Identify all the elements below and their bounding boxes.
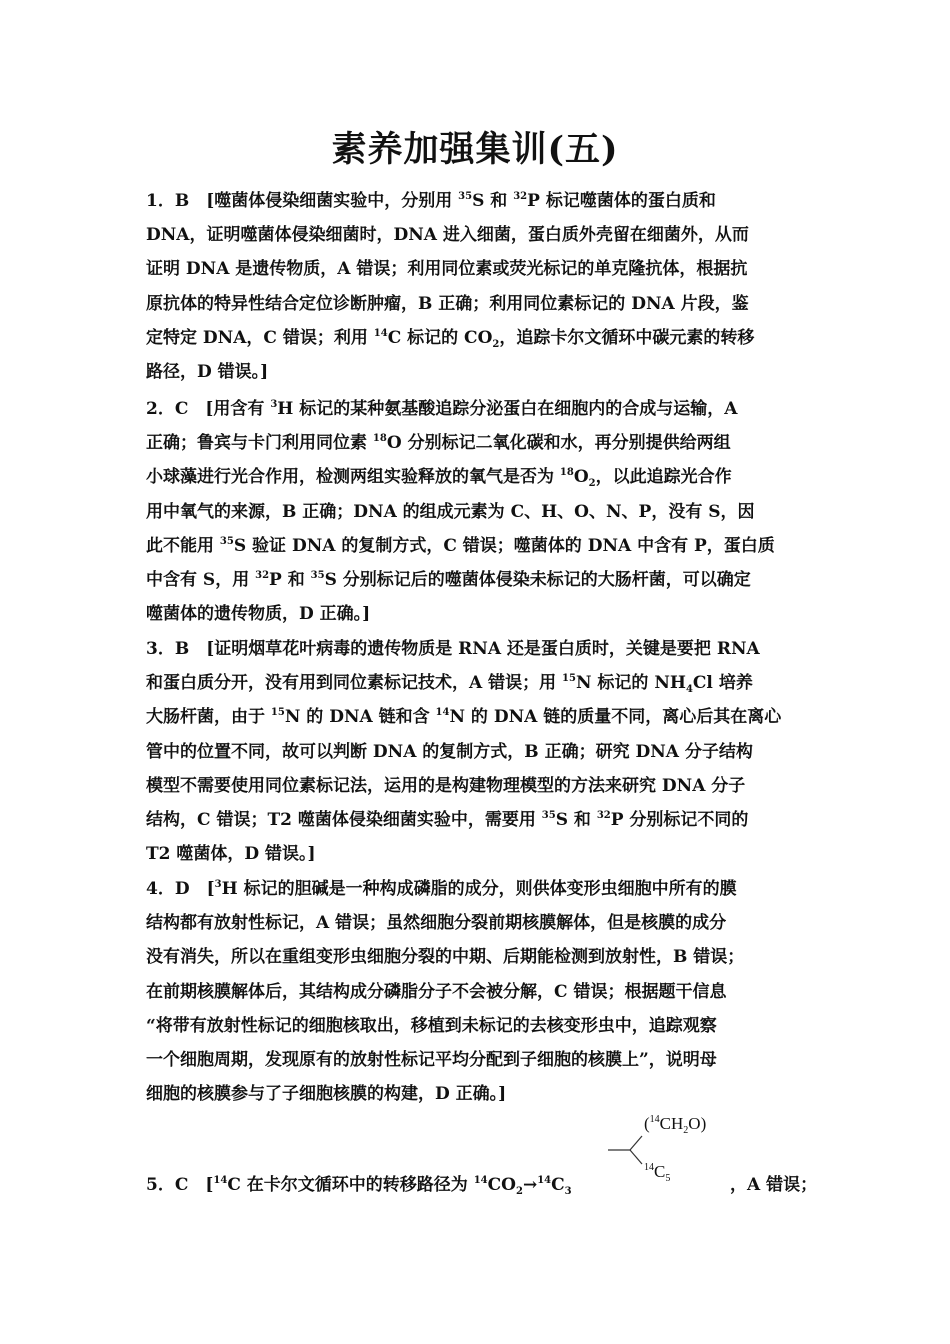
answer-3 — [146, 632, 810, 871]
superscript: 3 — [270, 399, 278, 410]
text-run: 用中氧气的来源，B 正确；DNA 的组成元素为 C、H、O、N、P，没有 S，因 — [146, 501, 755, 522]
answer-line — [146, 803, 810, 837]
text-run: 一个细胞周期，发现原有的放射性标记平均分配到子细胞的核膜上”，说明母 — [146, 1049, 717, 1070]
answer-1 — [146, 184, 810, 389]
superscript: 18 — [372, 433, 387, 445]
answer-5-tail: ，A 错误； — [730, 1175, 818, 1195]
superscript: 32 — [596, 809, 611, 821]
superscript: 14 — [213, 1175, 228, 1186]
superscript: 14 — [644, 1162, 654, 1173]
superscript: 15 — [270, 707, 285, 719]
subscript: 2 — [492, 338, 500, 350]
answer-line — [146, 940, 810, 974]
answer-line — [146, 1043, 810, 1077]
answer-line — [146, 460, 810, 494]
text-run: 定特定 DNA，C 错误；利用 — [146, 327, 374, 348]
answer-line — [146, 597, 810, 631]
text-run: “将带有放射性标记的细胞核取出，移植到未标记的去核变形虫中，追踪观察 — [146, 1015, 717, 1036]
text-run: 管中的位置不同，故可以判断 DNA 的复制方式，B 正确；研究 DNA 分子结构 — [146, 741, 753, 762]
superscript: 35 — [219, 535, 234, 547]
answer-line — [146, 975, 810, 1009]
subscript: 5 — [665, 1173, 671, 1184]
answer-5-lead — [146, 1170, 572, 1195]
text-run: H 标记的某种氨基酸追踪分泌蛋白在细胞内的合成与运输，A — [277, 399, 738, 419]
text-run: C — [551, 1175, 565, 1195]
answer-line — [146, 529, 810, 563]
text-run: 和蛋白质分开，没有用到同位素标记技术，A 错误；用 — [146, 673, 563, 694]
text-run: H 标记的胆碱是一种构成磷脂的成分，则供体变形虫细胞中所有的膜 — [221, 879, 737, 899]
answer-line — [146, 1077, 810, 1111]
superscript: 14 — [649, 1114, 660, 1125]
text-run: 结构，C 错误；T2 噬菌体侵染细菌实验中，需要用 — [146, 809, 542, 830]
answer-line — [146, 218, 810, 252]
branch-up — [630, 1136, 642, 1150]
answer-line — [146, 1009, 810, 1043]
answer-line — [146, 321, 810, 355]
superscript: 18 — [559, 467, 574, 479]
branch-product-c5 — [644, 1162, 670, 1182]
text-run: S 和 — [555, 809, 597, 830]
text-run: DNA，证明噬菌体侵染细菌时，DNA 进入细菌，蛋白质外壳留在细菌外，从而 — [146, 225, 749, 246]
text-run: C 在卡尔文循环中的转移路径为 — [227, 1175, 474, 1195]
text-run: C 标记的 CO — [387, 327, 493, 348]
text-run: Cl 培养 — [692, 673, 753, 694]
text-run: P 和 — [269, 569, 311, 590]
answer-4 — [146, 872, 810, 1111]
superscript: 35 — [541, 809, 556, 821]
text-run: 原抗体的特异性结合定位诊断肿瘤，B 正确；利用同位素标记的 DNA 片段，鉴 — [146, 293, 749, 314]
superscript: 35 — [458, 191, 473, 202]
answer-line — [146, 252, 810, 286]
answer-line — [146, 392, 810, 426]
text-run: ，以此追踪光合作 — [595, 467, 732, 488]
text-run: N 的 DNA 链和含 — [284, 707, 436, 728]
text-run: 小球藻进行光合作用，检测两组实验释放的氧气是否为 — [146, 467, 560, 488]
text-run: O) — [688, 1114, 707, 1133]
text-run: S 分别标记后的噬菌体侵染未标记的大肠杆菌，可以确定 — [324, 569, 751, 590]
answer-line — [146, 355, 810, 389]
text-run: T2 噬菌体，D 错误。] — [146, 844, 316, 865]
superscript: 14 — [435, 707, 450, 719]
text-run: 2．C [用含有 — [146, 399, 271, 419]
text-run: P 分别标记不同的 — [610, 809, 749, 830]
superscript: 3 — [214, 879, 222, 890]
text-run: 在前期核膜解体后，其结构成分磷脂分子不会被分解，C 错误；根据题干信息 — [146, 981, 727, 1002]
text-run: CH — [659, 1114, 684, 1133]
superscript: 14 — [373, 327, 388, 339]
text-run: O — [573, 467, 589, 488]
branch-down — [630, 1150, 642, 1164]
answer-line — [146, 563, 810, 597]
text-run: 没有消失，所以在重组变形虫细胞分裂的中期、后期能检测到放射性，B 错误； — [146, 947, 745, 968]
text-run: N 的 DNA 链的质量不同，离心后其在离心 — [449, 707, 782, 728]
text-run: ( — [644, 1114, 650, 1133]
answer-line — [146, 872, 810, 906]
text-run: 5．C [ — [146, 1175, 214, 1195]
text-run: S 验证 DNA 的复制方式，C 错误；噬菌体的 DNA 中含有 P，蛋白质 — [233, 535, 775, 556]
text-run: 证明 DNA 是遗传物质，A 错误；利用同位素或荧光标记的单克隆抗体，根据抗 — [146, 259, 748, 280]
text-run: 正确；鲁宾与卡门利用同位素 — [146, 433, 373, 454]
text-run: 细胞的核膜参与了子细胞核膜的构建，D 正确。] — [146, 1084, 507, 1105]
text-run: ，追踪卡尔文循环中碳元素的转移 — [499, 327, 755, 348]
subscript: 2 — [683, 1125, 689, 1136]
answer-line — [146, 837, 810, 871]
text-run: P 标记噬菌体的蛋白质和 — [527, 191, 716, 211]
answer-line — [146, 735, 810, 769]
subscript: 2 — [515, 1186, 523, 1197]
text-run: 此不能用 — [146, 535, 220, 556]
superscript: 32 — [513, 191, 528, 202]
superscript: 14 — [537, 1175, 552, 1186]
answer-line — [146, 769, 810, 803]
superscript: 15 — [562, 673, 576, 685]
text-run: 大肠杆菌，由于 — [146, 707, 271, 728]
answer-line — [146, 632, 810, 666]
answer-2 — [146, 392, 810, 631]
page-title: 素养加强集训(五) — [331, 129, 619, 170]
text-run: 3．B [证明烟草花叶病毒的遗传物质是 RNA 还是蛋白质时，关键是要把 RNA — [146, 639, 760, 659]
text-run: S 和 — [472, 191, 514, 211]
text-run: → — [522, 1175, 538, 1195]
text-run: 模型不需要使用同位素标记法，运用的是构建物理模型的方法来研究 DNA 分子 — [146, 775, 746, 796]
text-run: C — [654, 1162, 666, 1181]
text-run: 噬菌体的遗传物质，D 正确。] — [146, 604, 371, 625]
text-run: 中含有 S，用 — [146, 569, 256, 590]
answer-line — [146, 906, 810, 940]
text-run: 1．B [噬菌体侵染细菌实验中，分别用 — [146, 191, 459, 211]
branch-product-ch2o — [644, 1114, 706, 1134]
text-run: CO — [487, 1175, 516, 1195]
text-run: O 分别标记二氧化碳和水，再分别提供给两组 — [386, 433, 731, 454]
superscript: 35 — [310, 569, 325, 581]
answer-line — [146, 495, 810, 529]
superscript: 14 — [473, 1175, 488, 1186]
answer-line — [146, 184, 810, 218]
text-run: 路径，D 错误。] — [146, 361, 269, 382]
answer-line — [146, 666, 810, 700]
subscript: 4 — [685, 684, 693, 696]
subscript: 2 — [588, 478, 596, 490]
text-run: 结构都有放射性标记，A 错误；虽然细胞分裂前期核膜解体，但是核膜的成分 — [146, 913, 727, 934]
superscript: 32 — [255, 569, 270, 581]
text-run: 4．D [ — [146, 879, 215, 899]
subscript: 3 — [564, 1186, 572, 1197]
text-run: N 标记的 NH — [575, 673, 686, 694]
answer-line — [146, 700, 810, 734]
answer-line — [146, 426, 810, 460]
answer-line — [146, 287, 810, 321]
